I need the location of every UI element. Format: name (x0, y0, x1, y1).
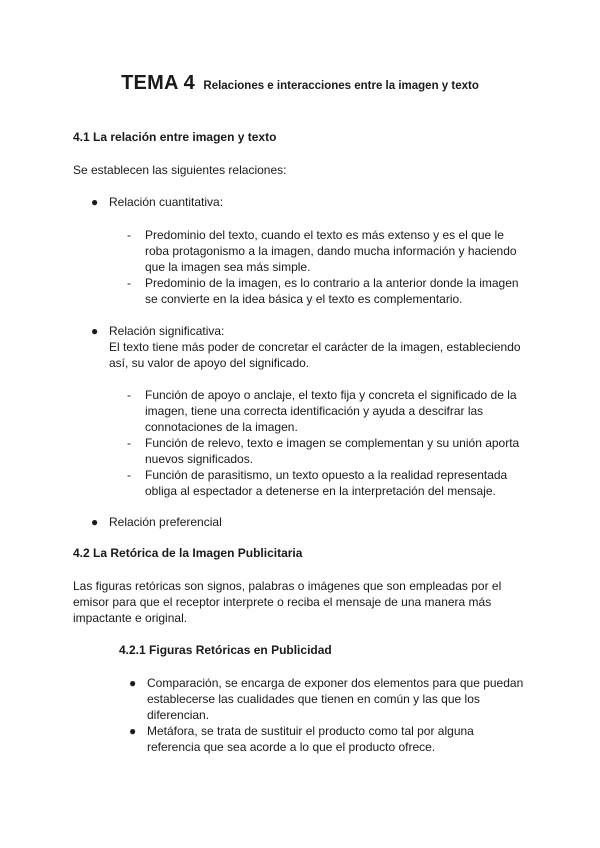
bullet-icon: ● (91, 324, 99, 338)
list-item-line: connotaciones de la imagen. (145, 420, 298, 434)
list-item-line: imagen, tiene una correcta identificación y ayuda a descifrar las (145, 404, 484, 418)
paragraph-line: Las figuras retóricas son signos, palabras o imágenes que son empleadas por el (73, 579, 502, 593)
list-item-line: diferencian. (147, 708, 210, 722)
list-item-line: se convierte en la idea básica y el texto es complementario. (145, 292, 463, 306)
paragraph-line: impactante e original. (73, 611, 188, 625)
list-item-line: Función de parasitismo, un texto opuesto a la realidad representada (145, 468, 508, 482)
dash-icon: - (127, 276, 131, 290)
list-item-line: que la imagen sea más simple. (145, 260, 311, 274)
list-item-line: Metáfora, se trata de sustituir el producto como tal por alguna (147, 724, 474, 738)
section-heading-4-1: 4.1 La relación entre imagen y texto (73, 130, 277, 144)
list-item-line: referencia que sea acorde a lo que el producto ofrece. (147, 740, 436, 754)
title-main: TEMA 4 (121, 72, 195, 94)
list-item-line: Predominio del texto, cuando el texto es más extenso y es el que le (145, 228, 504, 242)
dash-icon: - (127, 388, 131, 402)
list-item-line: Comparación, se encarga de exponer dos elementos para que puedan (147, 676, 524, 690)
list-item-line: roba protagonismo a la imagen, dando mucha información y haciendo (145, 244, 517, 258)
dash-icon: - (127, 468, 131, 482)
paragraph-line: emisor para que el receptor interprete o reciba el mensaje de una manera más (73, 595, 492, 609)
section-paragraph (73, 578, 533, 626)
section-heading-4-2: 4.2 La Retórica de la Imagen Publicitaria (73, 546, 303, 560)
bullet-desc-line: así, su valor de apoyo del significado. (109, 356, 310, 370)
list-item-line: Función de apoyo o anclaje, el texto fija y concreta el significado de la (145, 388, 517, 402)
list-item-line: Función de relevo, texto e imagen se complementan y su unión aporta (145, 436, 520, 450)
bullet-label: Relación cuantitativa: (109, 195, 224, 209)
section-intro: Se establecen las siguientes relaciones: (73, 163, 287, 177)
list-item-line: Predominio de la imagen, es lo contrario a la anterior donde la imagen (145, 276, 519, 290)
list-item-line: establecerse las cualidades que tienen en común y las que los (147, 692, 480, 706)
subsection-heading-4-2-1: 4.2.1 Figuras Retóricas en Publicidad (119, 643, 332, 657)
bullet-label: Relación significativa: (109, 324, 225, 338)
dash-icon: - (127, 436, 131, 450)
bullet-desc-line: El texto tiene más poder de concretar el carácter de la imagen, estableciendo (109, 340, 521, 354)
bullet-icon: ● (91, 195, 99, 209)
bullet-label: Relación preferencial (109, 515, 222, 529)
page-title (0, 72, 600, 95)
list-item-line: nuevos significados. (145, 452, 254, 466)
dash-icon: - (127, 228, 131, 242)
bullet-icon: ● (129, 724, 137, 738)
bullet-icon: ● (129, 676, 137, 690)
list-item-line: obliga al espectador a detenerse en la interpretación del mensaje. (145, 484, 496, 498)
title-subtitle: Relaciones e interacciones entre la imagen y texto (203, 80, 479, 92)
bullet-icon: ● (91, 515, 99, 529)
